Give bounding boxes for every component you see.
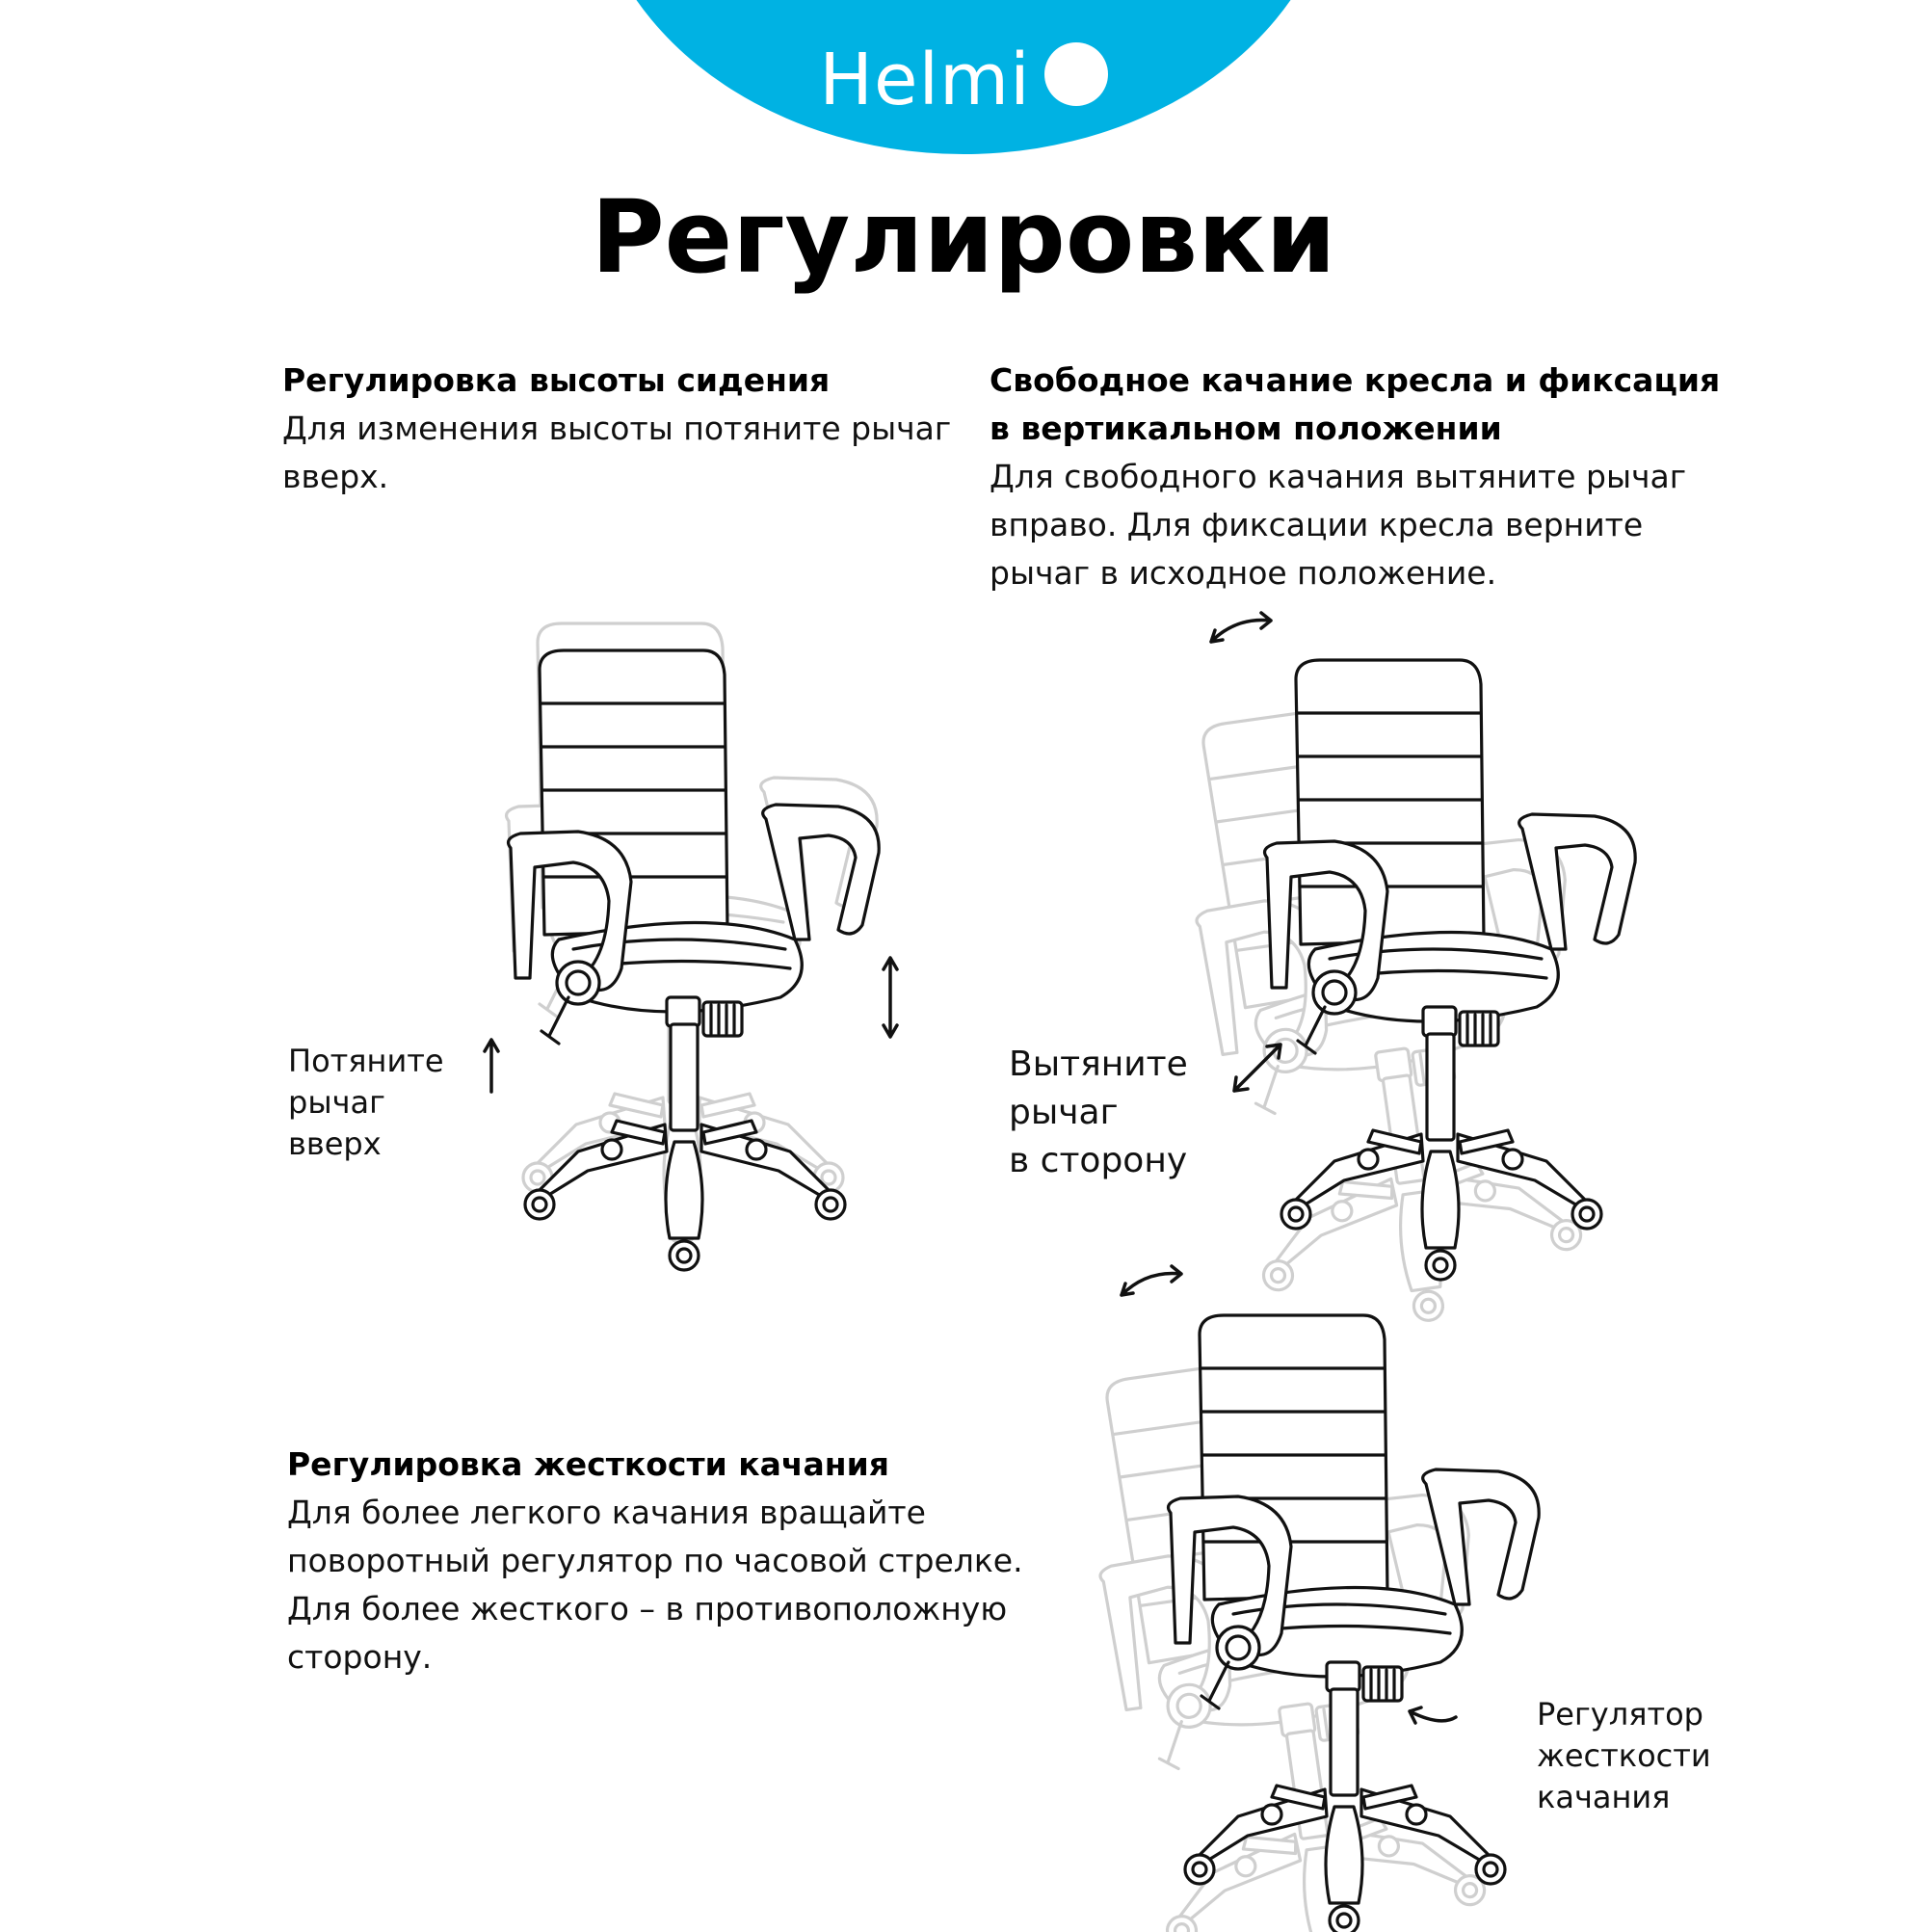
section-heading: в вертикальном положении xyxy=(990,410,1502,447)
callout-line: качания xyxy=(1537,1779,1671,1815)
section-text-line: Для более легкого качания вращайте xyxy=(287,1494,926,1531)
double-arrow-icon xyxy=(1228,1039,1286,1097)
section-text-line: Для свободного качания вытяните рычаг xyxy=(990,458,1687,495)
double-arrow-icon xyxy=(1118,1262,1185,1301)
chair-illustration xyxy=(1257,641,1623,1277)
callout-line: рычаг xyxy=(1009,1093,1119,1132)
callout-line: Вытяните xyxy=(1009,1045,1188,1084)
section-text-line: сторону. xyxy=(287,1638,433,1676)
callout-line: рычаг xyxy=(288,1084,385,1121)
section-height-adjustment xyxy=(282,357,976,501)
curved-arrow-icon xyxy=(1402,1694,1460,1733)
callout-stiffness-knob xyxy=(1537,1694,1711,1818)
up-down-arrow-icon xyxy=(879,954,902,1041)
callout-line: в сторону xyxy=(1009,1141,1188,1180)
section-heading: Свободное качание кресла и фиксация xyxy=(990,361,1721,399)
section-text-line: Для более жесткого – в противоположную xyxy=(287,1590,1008,1628)
callout-line: жесткости xyxy=(1537,1737,1711,1774)
section-text-line: вправо. Для фиксации кресла верните xyxy=(990,506,1644,543)
section-stiffness xyxy=(287,1441,1039,1681)
double-arrow-icon xyxy=(1207,609,1275,648)
up-arrow-icon xyxy=(480,1036,503,1094)
callout-line: Потяните xyxy=(288,1043,444,1079)
section-text-line: вверх. xyxy=(282,458,389,495)
callout-line: вверх xyxy=(288,1125,382,1162)
section-text-line: рычаг в исходное положение. xyxy=(990,554,1497,592)
brand-logo xyxy=(0,39,1927,121)
callout-line: Регулятор xyxy=(1537,1696,1703,1733)
section-free-swing xyxy=(990,357,1722,597)
section-heading: Регулировка высоты сидения xyxy=(282,361,831,399)
callout-pull-lever-up xyxy=(288,1041,444,1165)
chair-illustration xyxy=(501,631,867,1267)
section-text-line: Для изменения высоты потяните рычаг xyxy=(282,410,952,447)
chair-illustration xyxy=(1161,1296,1527,1932)
logo-text: Helmi xyxy=(819,39,1031,121)
section-heading: Регулировка жесткости качания xyxy=(287,1445,889,1483)
section-text-line: поворотный регулятор по часовой стрелке. xyxy=(287,1542,1023,1579)
callout-pull-lever-side xyxy=(1009,1041,1188,1185)
page-title: Регулировки xyxy=(591,178,1336,296)
logo-dot-icon xyxy=(1044,42,1108,106)
